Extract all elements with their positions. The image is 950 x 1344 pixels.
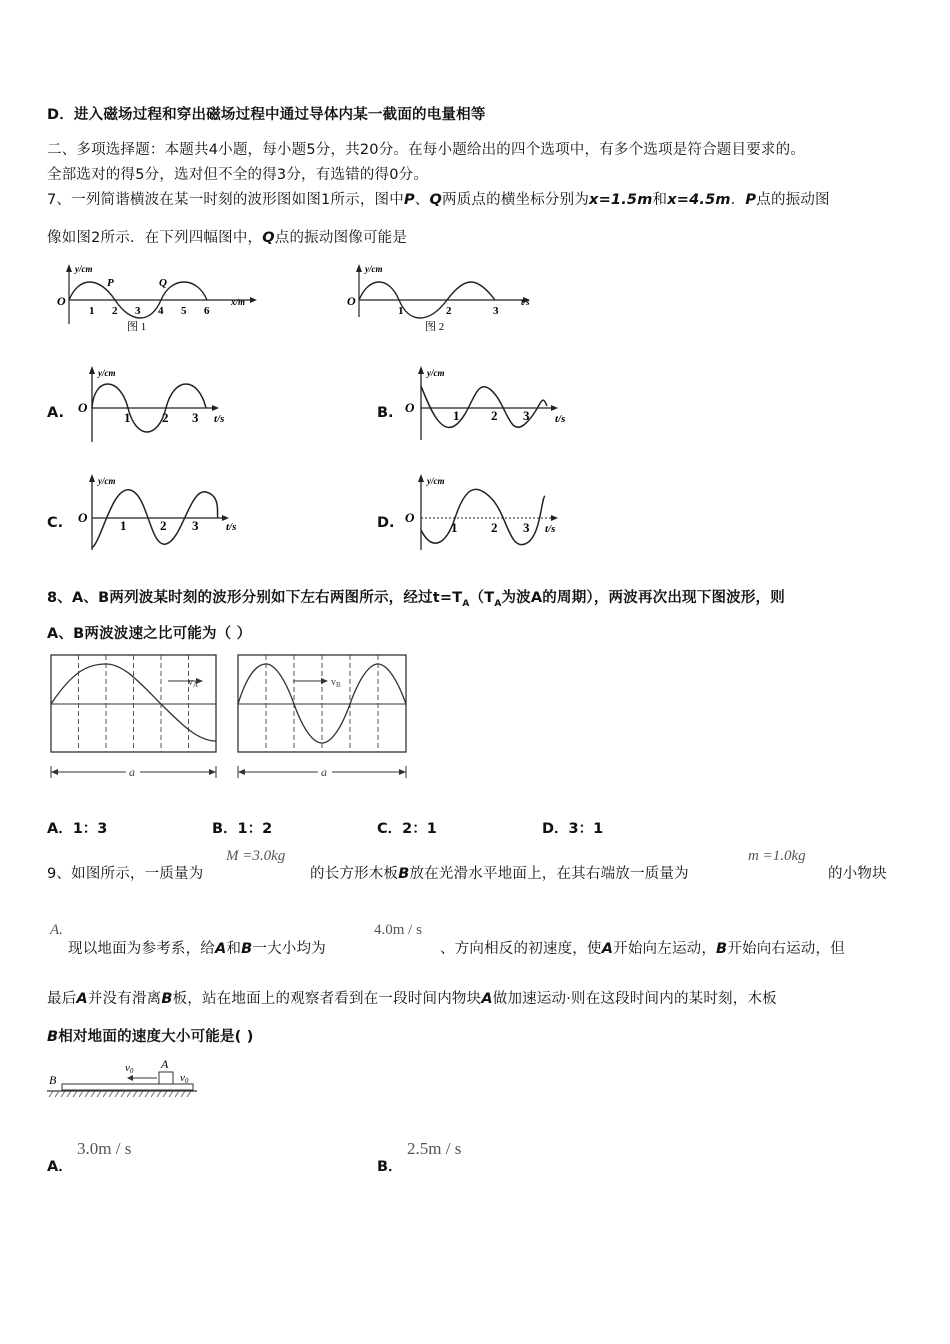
q7-line2: 像如图2所示．在下列四幅图中，Q点的振动图像可能是	[47, 230, 408, 246]
q9-option-a-label[interactable]: A．	[47, 1159, 73, 1175]
fig2-ylabel: y/cm	[365, 264, 383, 274]
q9-line1-a: 9、如图所示，一质量为	[47, 866, 204, 882]
q9-line4: B相对地面的速度大小可能是( )	[47, 1029, 254, 1045]
fig2-tick: 2	[446, 305, 452, 317]
q8-va-label: $v_A$	[188, 677, 199, 689]
opt-d-origin: O	[405, 510, 415, 525]
q9-fig-b-label: B	[49, 1073, 57, 1087]
q8-line2: A、B两波波速之比可能为（ ）	[47, 626, 252, 642]
q8-option-d[interactable]: D．3：1	[542, 821, 604, 837]
q9-speed: 4.0m / s	[374, 922, 422, 938]
fig1-tick: 3	[135, 305, 141, 317]
fig1-ylabel: y/cm	[75, 264, 93, 274]
q8-a-length-right: a	[321, 765, 327, 779]
q9-mass-m-big: M =3.0kg	[226, 848, 286, 864]
q7-option-d-graph[interactable]	[405, 474, 575, 554]
q9-board-block-figure	[47, 1057, 202, 1102]
fig2-tick: 3	[493, 305, 499, 317]
q9-symbol-a: A.	[50, 922, 63, 938]
q9-option-b-label[interactable]: B．	[377, 1159, 403, 1175]
q9-line3: 最后A并没有滑离B板，站在地面上的观察者看到在一段时间内物块A做加速运动·则在这段时间内的某时刻，木板	[47, 991, 777, 1007]
q9-line2-c: 、方向相反的初速度，使A开始向左运动，B开始向右运动，但	[440, 941, 845, 957]
opt-b-tick: 3	[523, 408, 530, 423]
q7-option-d-label[interactable]: D.	[377, 515, 395, 531]
opt-d-xlabel: t/s	[545, 523, 556, 535]
opt-c-origin: O	[78, 510, 88, 525]
q7-option-b-graph[interactable]	[405, 366, 575, 444]
fig2-xlabel: t/s	[521, 297, 530, 307]
q9-option-b-value[interactable]: 2.5m / s	[407, 1139, 462, 1158]
q9-line2-a: 现以地面为参考系，给A和B一大小均为	[68, 941, 326, 957]
opt-d-ylabel: y/cm	[427, 476, 445, 486]
fig1-point-p: P	[107, 277, 114, 289]
opt-a-tick: 1	[124, 410, 131, 425]
fig1-point-q: Q	[159, 277, 167, 289]
fig1-tick: 4	[158, 305, 164, 317]
q8-option-c[interactable]: C．2：1	[377, 821, 437, 837]
q7-figure2-vibration-graph	[345, 262, 545, 337]
opt-c-ylabel: y/cm	[98, 476, 116, 486]
q8-wave-a-figure	[48, 653, 220, 781]
q7-option-a-graph[interactable]	[78, 366, 238, 444]
q9-mass-m-small: m =1.0kg	[748, 848, 806, 864]
opt-d-tick: 3	[523, 520, 530, 535]
opt-c-tick: 2	[160, 518, 167, 533]
opt-a-origin: O	[78, 400, 88, 415]
fig2-caption: 图 2	[425, 321, 445, 333]
q9-option-a-value[interactable]: 3.0m / s	[77, 1139, 132, 1158]
opt-c-tick: 3	[192, 518, 199, 533]
q8-wave-b-figure	[235, 653, 410, 781]
opt-d-tick: 1	[451, 520, 458, 535]
q6-option-d: D．进入磁场过程和穿出磁场过程中通过导体内某一截面的电量相等	[47, 107, 486, 123]
opt-c-tick: 1	[120, 518, 127, 533]
q9-fig-v0-left: v0	[125, 1062, 134, 1075]
q9-line1-d: 的小物块	[828, 866, 887, 882]
fig1-origin: O	[57, 294, 66, 308]
q7-option-c-graph[interactable]	[78, 474, 243, 552]
fig1-tick: 2	[112, 305, 118, 317]
fig2-origin: O	[347, 294, 356, 308]
q7-figure1-wave-graph	[55, 262, 265, 337]
q7-line1: 7、一列简谐横波在某一时刻的波形图如图1所示，图中P、Q两质点的横坐标分别为x=1.5m和x=4.5m．P点的振动图	[47, 192, 830, 208]
fig1-tick: 1	[89, 305, 95, 317]
fig1-tick: 6	[204, 305, 210, 317]
opt-a-xlabel: t/s	[214, 413, 225, 425]
q7-option-c-label[interactable]: C.	[47, 515, 64, 531]
opt-a-ylabel: y/cm	[98, 368, 116, 378]
opt-a-tick: 2	[162, 410, 169, 425]
q8-a-length-left: a	[129, 765, 135, 779]
q9-fig-a-label: A	[161, 1057, 169, 1071]
q7-option-a-label[interactable]: A.	[47, 405, 64, 421]
fig1-xlabel: x/m	[231, 297, 246, 307]
opt-b-origin: O	[405, 400, 415, 415]
q7-option-b-label[interactable]: B.	[377, 405, 394, 421]
opt-d-tick: 2	[491, 520, 498, 535]
opt-a-tick: 3	[192, 410, 199, 425]
opt-b-xlabel: t/s	[555, 413, 566, 425]
q9-fig-v0-right: v0	[180, 1072, 189, 1085]
fig2-tick: 1	[398, 305, 404, 317]
opt-b-tick: 1	[453, 408, 460, 423]
q8-option-b[interactable]: B．1：2	[212, 821, 273, 837]
q8-vb-label: $v_B$	[331, 677, 341, 689]
fig1-tick: 5	[181, 305, 187, 317]
fig1-caption: 图 1	[127, 321, 147, 333]
q8-line1: 8、A、B两列波某时刻的波形分别如下左右两图所示，经过$t=T_A(T_A$为波A的周期），两波再次出现下图波形，则	[47, 590, 785, 609]
q9-line1-b: 的长方形木板B放在光滑水平地面上，在其右端放一质量为	[310, 866, 689, 882]
opt-b-tick: 2	[491, 408, 498, 423]
section2-instructions-2: 全部选对的得5分，选对但不全的得3分，有选错的得0分。	[47, 167, 429, 183]
opt-c-xlabel: t/s	[226, 521, 237, 533]
q8-option-a[interactable]: A．1：3	[47, 821, 108, 837]
opt-b-ylabel: y/cm	[427, 368, 445, 378]
section2-instructions-1: 二、多项选择题：本题共4小题，每小题5分，共20分。在每小题给出的四个选项中，有多个选项是符合题目要求的。	[47, 142, 805, 158]
